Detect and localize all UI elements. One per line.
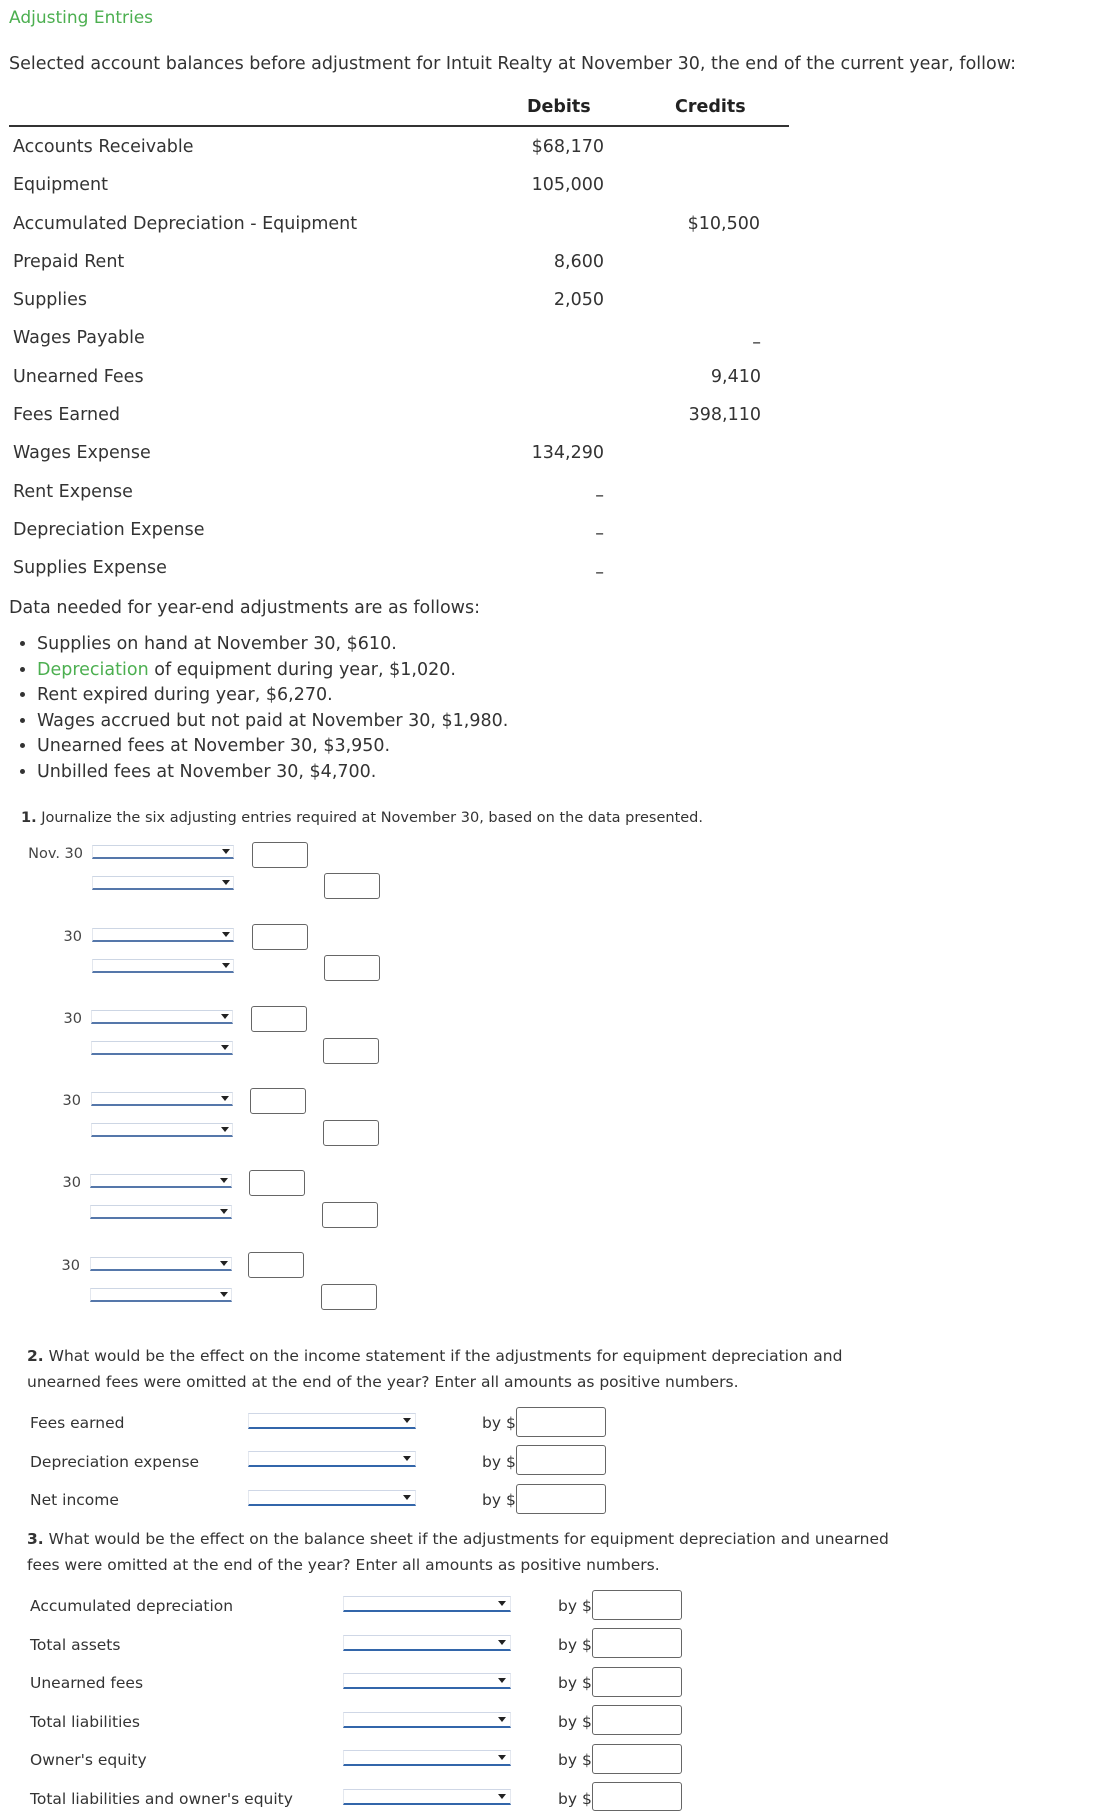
amount-input[interactable] <box>516 1407 606 1437</box>
debit-value: – <box>595 486 604 506</box>
debit-value: – <box>595 524 604 544</box>
list-item: • Depreciation of equipment during year, $1,020. <box>37 658 508 684</box>
debit-value: $68,170 <box>531 137 604 157</box>
credit-amount-input[interactable] <box>321 1284 377 1310</box>
account-name: Supplies Expense <box>13 558 167 578</box>
entry-date: 30 <box>62 1175 81 1191</box>
effect-select[interactable] <box>343 1673 511 1689</box>
entry-date: 30 <box>63 1011 82 1027</box>
account-name: Equipment <box>13 175 108 195</box>
debit-account-select[interactable] <box>91 1010 233 1024</box>
debit-amount-input[interactable] <box>250 1088 306 1114</box>
account-name: Wages Expense <box>13 443 151 463</box>
data-needed-heading: Data needed for year-end adjustments are as follows: <box>9 598 481 618</box>
debit-account-select[interactable] <box>92 928 234 942</box>
accumulated-depreciation-link[interactable]: Accumulated depreciation <box>30 1597 234 1615</box>
account-name: Rent Expense <box>13 482 133 502</box>
credit-account-select[interactable] <box>92 876 234 890</box>
row-label: Total assets <box>30 1636 121 1654</box>
amount-input[interactable] <box>592 1782 682 1811</box>
credit-amount-input[interactable] <box>324 873 380 899</box>
chevron-down-icon <box>221 1127 229 1132</box>
credit-account-select[interactable] <box>92 959 234 973</box>
account-name: Depreciation Expense <box>13 520 205 540</box>
chevron-down-icon <box>498 1640 506 1645</box>
list-item: • Supplies on hand at November 30, $610. <box>37 632 508 658</box>
amount-input[interactable] <box>592 1705 682 1735</box>
debit-amount-input[interactable] <box>249 1170 305 1196</box>
chevron-down-icon <box>222 932 230 937</box>
chevron-down-icon <box>498 1755 506 1760</box>
credit-account-select[interactable] <box>90 1288 232 1302</box>
by-label: by $ <box>482 1491 516 1509</box>
adjustment-data-list <box>0 632 508 786</box>
chevron-down-icon <box>498 1678 506 1683</box>
list-item: • Wages accrued but not paid at November 30, $1,980. <box>37 709 508 735</box>
account-name: Fees Earned <box>13 405 120 425</box>
debit-account-select[interactable] <box>90 1174 232 1188</box>
entry-date: Nov. 30 <box>28 846 83 862</box>
depreciation-expense-link[interactable]: Depreciation expense <box>30 1453 200 1471</box>
debit-amount-input[interactable] <box>252 924 308 950</box>
chevron-down-icon <box>403 1495 411 1500</box>
table-header-rule <box>9 125 789 127</box>
credit-account-select[interactable] <box>91 1123 233 1137</box>
account-name: Unearned Fees <box>13 367 144 387</box>
chevron-down-icon <box>498 1794 506 1799</box>
debit-value: 2,050 <box>553 290 604 310</box>
amount-input[interactable] <box>592 1667 682 1697</box>
by-label: by $ <box>558 1597 592 1615</box>
chevron-down-icon <box>221 1096 229 1101</box>
row-label: Total liabilities and owner's equity <box>30 1790 293 1808</box>
effect-select[interactable] <box>343 1635 511 1651</box>
chevron-down-icon <box>222 963 230 968</box>
effect-select[interactable] <box>248 1413 416 1429</box>
debit-account-select[interactable] <box>90 1257 232 1271</box>
page-title: Adjusting Entries <box>9 8 154 28</box>
by-label: by $ <box>482 1414 516 1432</box>
by-label: by $ <box>558 1674 592 1692</box>
credit-amount-input[interactable] <box>322 1202 378 1228</box>
effect-select[interactable] <box>343 1596 511 1612</box>
debit-account-select[interactable] <box>91 1092 233 1106</box>
row-label: Fees earned <box>30 1414 125 1432</box>
debit-value: 105,000 <box>531 175 604 195</box>
amount-input[interactable] <box>592 1590 682 1620</box>
debit-value: 8,600 <box>553 252 604 272</box>
effect-select[interactable] <box>248 1451 416 1467</box>
question-1: 1. Journalize the six adjusting entries required at November 30, based on the data presented. <box>21 810 703 826</box>
depreciation-link[interactable]: Depreciation <box>37 659 149 680</box>
list-item: • Unearned fees at November 30, $3,950. <box>37 734 508 760</box>
amount-input[interactable] <box>516 1445 606 1475</box>
credit-value: – <box>752 333 761 353</box>
account-name: Accumulated Depreciation - Equipment <box>13 214 358 234</box>
account-name: Supplies <box>13 290 88 310</box>
debit-amount-input[interactable] <box>252 842 308 868</box>
entry-date: 30 <box>63 929 82 945</box>
chevron-down-icon <box>220 1261 228 1266</box>
credits-header: Credits <box>675 97 746 117</box>
list-item: • Unbilled fees at November 30, $4,700. <box>37 760 508 786</box>
question-2: 2. What would be the effect on the income statement if the adjustments for equipment depreciation and unearned fees were omitted at the end of the year? Enter all amounts as positive numbers. <box>27 1347 843 1391</box>
chevron-down-icon <box>403 1418 411 1423</box>
credit-value: $10,500 <box>687 214 760 234</box>
credit-account-select[interactable] <box>91 1041 233 1055</box>
chevron-down-icon <box>403 1456 411 1461</box>
row-label: Total liabilities <box>30 1713 140 1731</box>
chevron-down-icon <box>220 1178 228 1183</box>
row-label: Owner's equity <box>30 1751 147 1769</box>
by-label: by $ <box>558 1790 592 1808</box>
by-label: by $ <box>558 1751 592 1769</box>
debit-value: 134,290 <box>531 443 604 463</box>
account-name: Prepaid Rent <box>13 252 125 272</box>
debit-value: – <box>595 563 604 583</box>
effect-select[interactable] <box>343 1789 511 1805</box>
row-label: Net income <box>30 1491 119 1509</box>
credit-value: 398,110 <box>688 405 761 425</box>
effect-select[interactable] <box>248 1490 416 1506</box>
row-label: Unearned fees <box>30 1674 144 1692</box>
chevron-down-icon <box>220 1209 228 1214</box>
amount-input[interactable] <box>592 1628 682 1658</box>
entry-date: 30 <box>61 1258 80 1274</box>
by-label: by $ <box>558 1713 592 1731</box>
by-label: by $ <box>558 1636 592 1654</box>
credit-value: 9,410 <box>710 367 761 387</box>
amount-input[interactable] <box>516 1484 606 1514</box>
account-name: Accounts Receivable <box>13 137 194 157</box>
debit-account-select[interactable] <box>92 845 234 859</box>
credit-amount-input[interactable] <box>324 955 380 981</box>
chevron-down-icon <box>222 880 230 885</box>
by-label: by $ <box>482 1453 516 1471</box>
chevron-down-icon <box>498 1601 506 1606</box>
question-3: 3. What would be the effect on the balance sheet if the adjustments for equipment depreciation and unearned fees were omitted at the end of the year? Enter all amounts as positive numbers. <box>27 1530 889 1574</box>
credit-amount-input[interactable] <box>323 1120 379 1146</box>
credit-account-select[interactable] <box>90 1205 232 1219</box>
debit-amount-input[interactable] <box>251 1006 307 1032</box>
chevron-down-icon <box>498 1717 506 1722</box>
effect-select[interactable] <box>343 1712 511 1728</box>
amount-input[interactable] <box>592 1744 682 1774</box>
entry-date: 30 <box>62 1093 81 1109</box>
account-name: Wages Payable <box>13 328 145 348</box>
list-item: • Rent expired during year, $6,270. <box>37 683 508 709</box>
effect-select[interactable] <box>343 1750 511 1766</box>
chevron-down-icon <box>221 1045 229 1050</box>
credit-amount-input[interactable] <box>323 1038 379 1064</box>
debits-header: Debits <box>527 97 591 117</box>
chevron-down-icon <box>220 1292 228 1297</box>
chevron-down-icon <box>222 849 230 854</box>
debit-amount-input[interactable] <box>248 1252 304 1278</box>
chevron-down-icon <box>221 1014 229 1019</box>
intro-text: Selected account balances before adjustment for Intuit Realty at November 30, the end of the current year, follow: <box>9 54 1016 74</box>
